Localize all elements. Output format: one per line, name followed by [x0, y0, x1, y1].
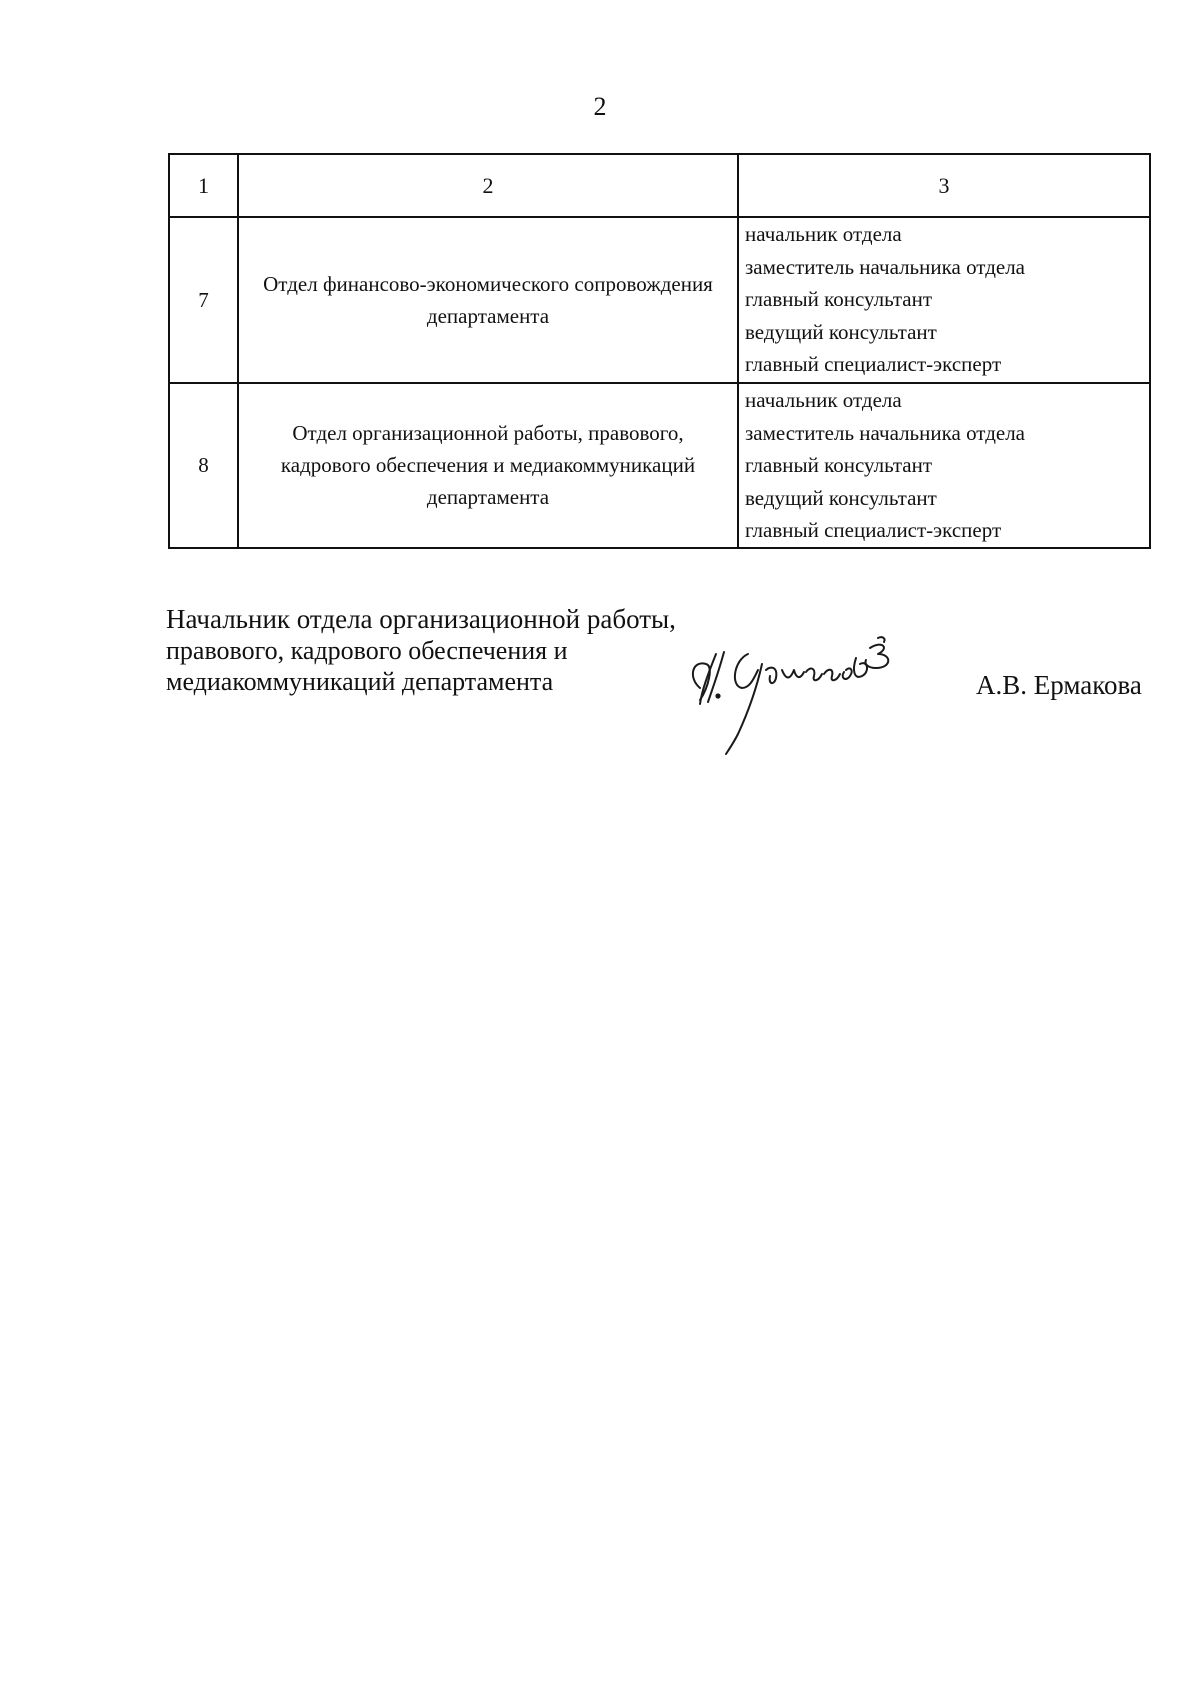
signer-title-line: медиакоммуникаций департамента	[166, 667, 554, 696]
handwritten-signature	[678, 630, 918, 760]
signer-title	[166, 604, 676, 697]
position-item: главный консультант	[745, 287, 933, 311]
positions-list	[745, 384, 1143, 547]
column-number-2: 2	[238, 154, 738, 217]
position-item: ведущий консультант	[745, 485, 937, 510]
column-number-3: 3	[738, 154, 1150, 217]
column-number-1: 1	[169, 154, 238, 217]
position-item: заместитель начальника отдела	[745, 420, 1025, 445]
positions-cell	[738, 383, 1150, 548]
table-row	[169, 217, 1150, 383]
signer-title-line: Начальник отдела организационной работы,	[166, 604, 676, 634]
page-number: 2	[593, 92, 607, 121]
position-item: заместитель начальника отдела	[745, 254, 1025, 279]
signer-name: А.В. Ермакова	[976, 670, 1142, 700]
signer-title-line: правового, кадрового обеспечения и	[166, 636, 568, 665]
position-item: ведущий консультант	[745, 319, 937, 344]
signature-block	[166, 604, 1166, 764]
positions-cell	[738, 217, 1150, 383]
position-item: главный специалист-эксперт	[745, 352, 1002, 376]
position-item: начальник отдела	[745, 222, 902, 246]
positions-list	[745, 218, 1143, 381]
table-row	[169, 383, 1150, 548]
positions-table	[168, 153, 1151, 549]
position-item: главный консультант	[745, 453, 933, 477]
table-header-row	[169, 154, 1150, 217]
department-name: Отдел финансово-экономического сопровождения департамента	[238, 217, 738, 383]
position-item: начальник отдела	[745, 388, 902, 412]
row-number: 7	[169, 217, 238, 383]
position-item: главный специалист-эксперт	[745, 518, 1002, 542]
department-name: Отдел организационной работы, правового, кадрового обеспечения и медиакоммуникаций департамента	[238, 383, 738, 548]
row-number: 8	[169, 383, 238, 548]
